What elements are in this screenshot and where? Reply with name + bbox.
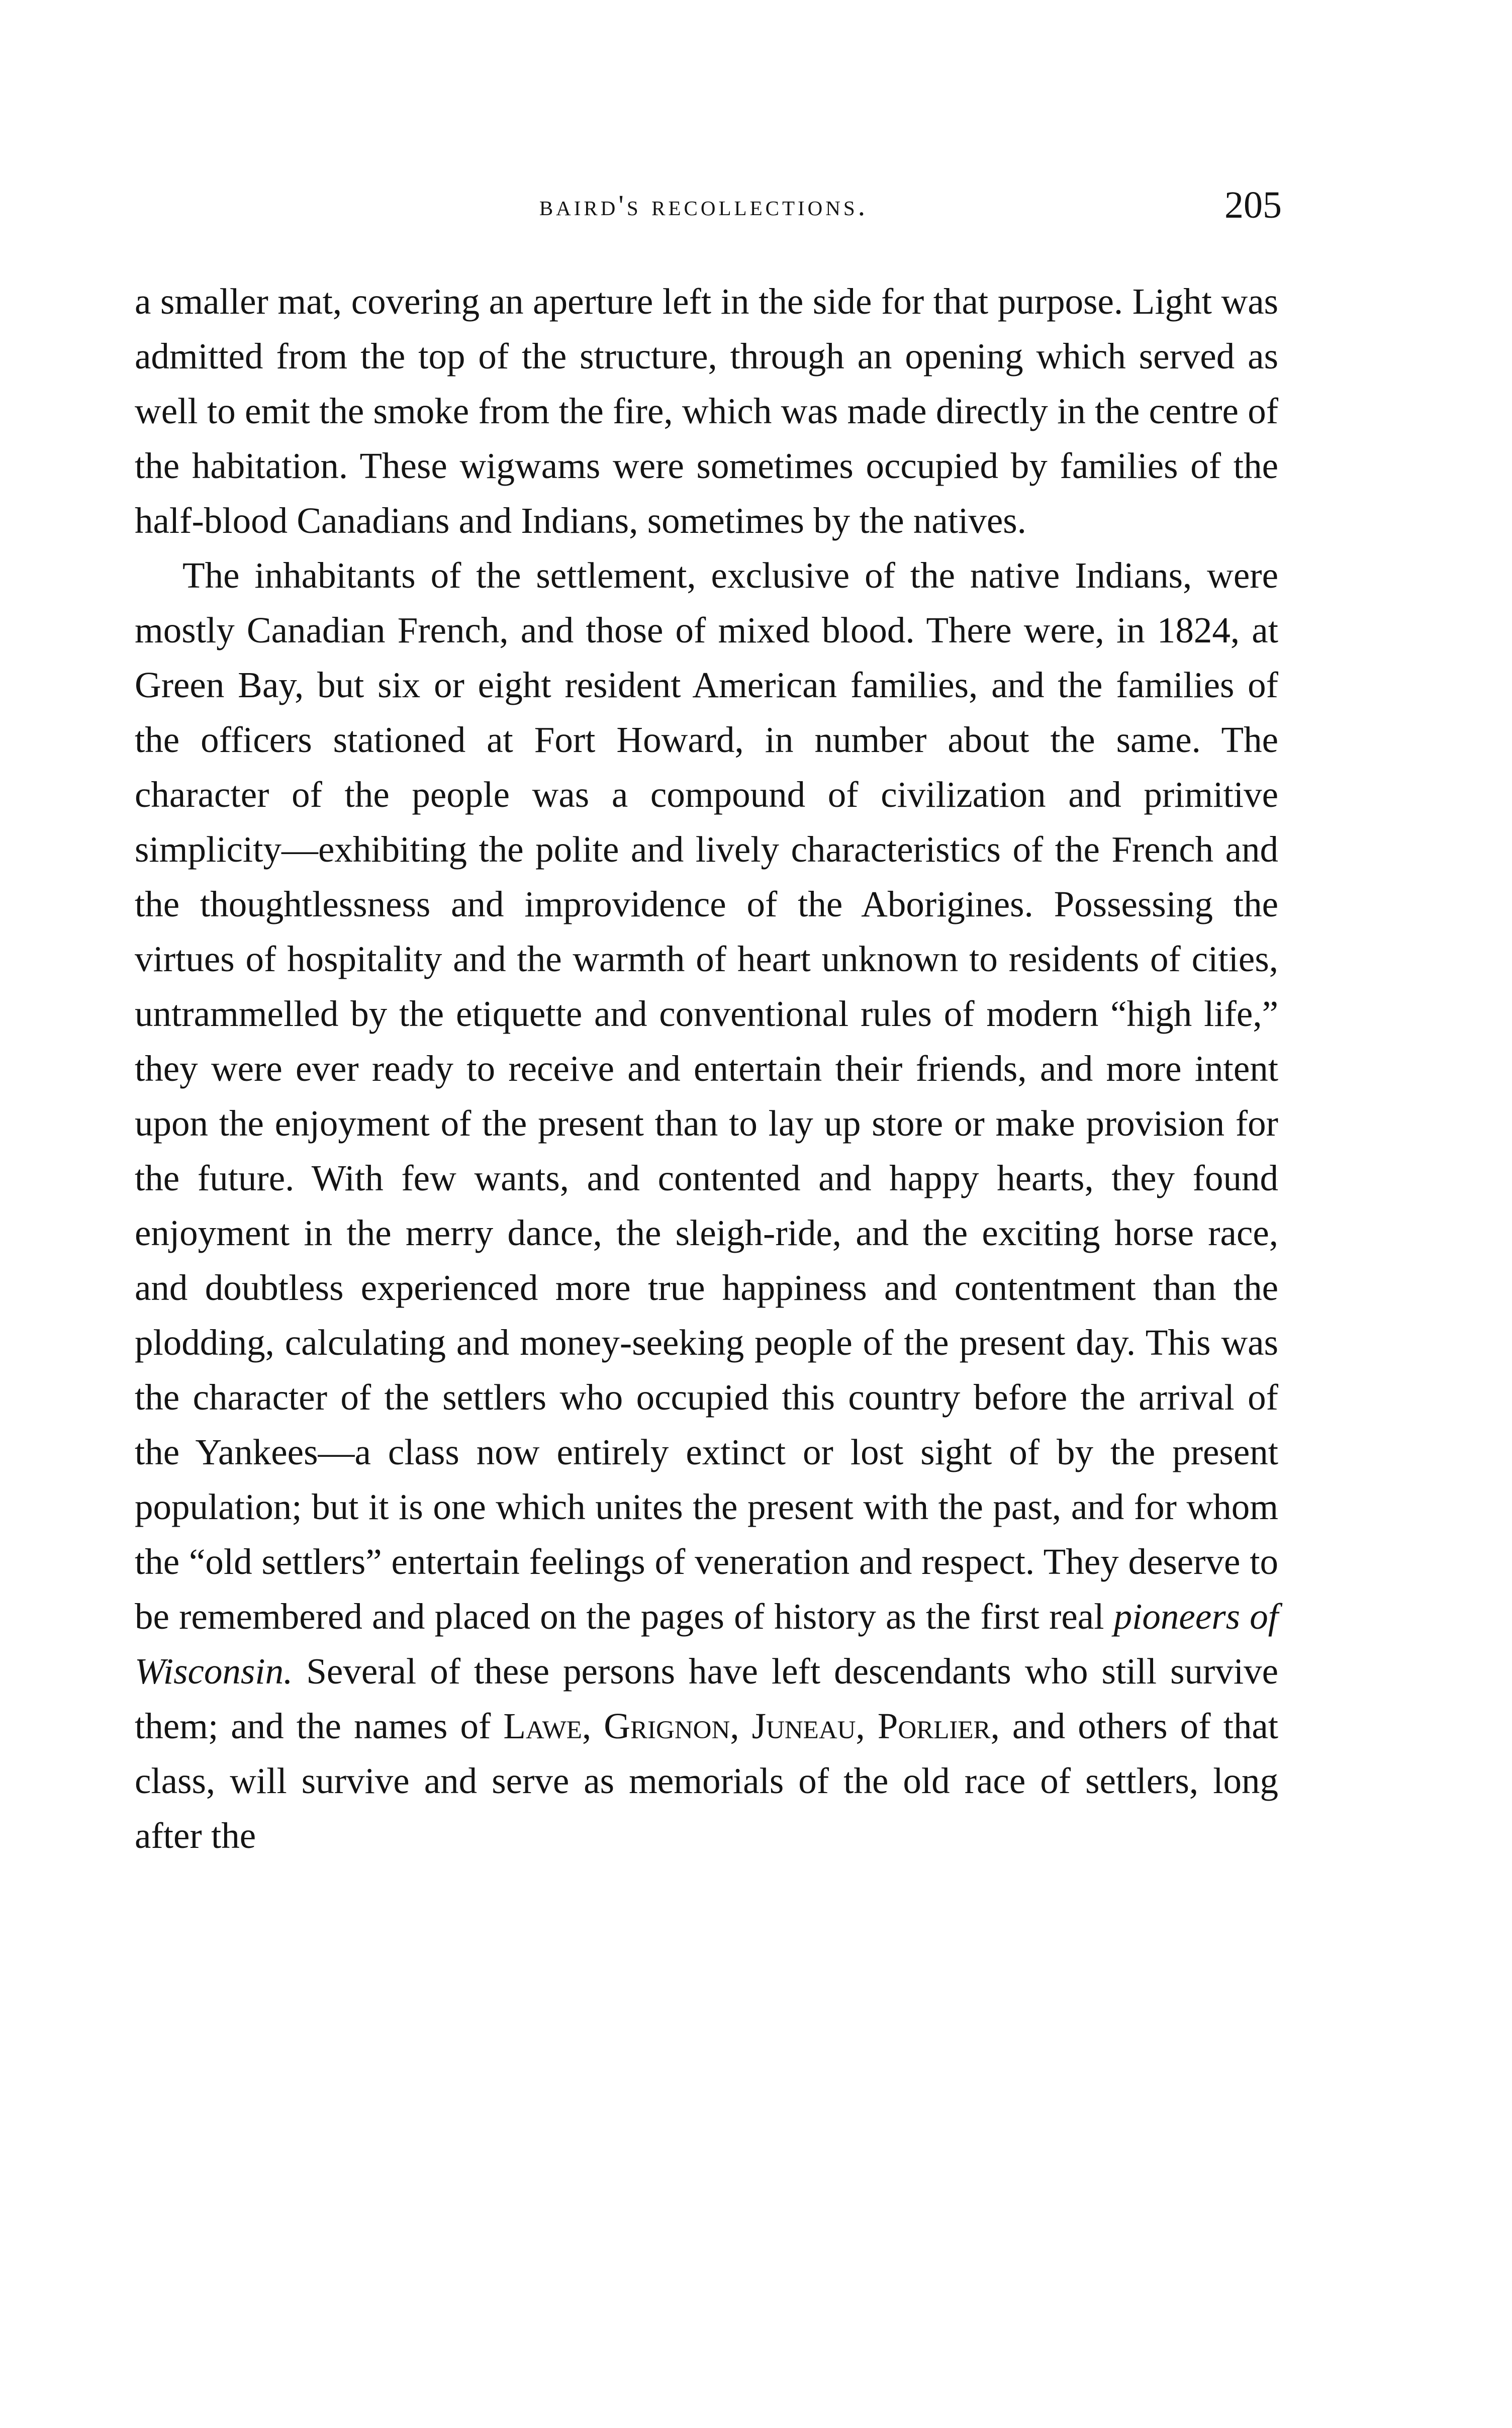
- text-run: a smaller mat, covering an aperture left in the side for that purpose. Light was admitted from the top of the structure, through an opening which served as well to emit the smoke from the fire, which was made directly in the centre of the habitation. These wigwams were sometimes occupied by families of the half-blood Canadians and Indians, sometimes by the natives.: [135, 281, 1278, 541]
- paragraph-continued: [135, 274, 1278, 548]
- surname-small-caps: Porlier: [877, 1706, 991, 1746]
- text-run: , and others of that class, will survive and serve as memorials of the old race of settlers, long after the: [135, 1706, 1279, 1856]
- page-number: 205: [1224, 184, 1282, 226]
- running-head: [126, 183, 1282, 239]
- body-text: [135, 274, 1278, 1863]
- italic-text: pioneers of Wisconsin.: [135, 1596, 1278, 1692]
- paragraph-inhabitants: [135, 548, 1278, 1863]
- text-run: ,: [856, 1706, 878, 1746]
- text-run: Several of these persons have left descendants who still survive them; and the names of: [135, 1651, 1278, 1746]
- surname-small-caps: Lawe: [503, 1706, 582, 1746]
- surname-small-caps: Grignon: [604, 1706, 730, 1746]
- surname-small-caps: Juneau: [751, 1706, 856, 1746]
- text-run: ,: [730, 1706, 752, 1746]
- text-run: ,: [582, 1706, 604, 1746]
- text-run: The inhabitants of the settlement, exclusive of the native Indians, were mostly Canadian French, and those of mixed blood. There were, in 1824, at Green Bay, but six or eight resident American families, and the families of the officers stationed at Fort Howard, in number about the same. The character of the people was a compound of civilization and primitive simplicity—exhibiting the polite and lively characteristics of the French and the thoughtlessness and improvidence of the Aborigines. Possessing the virtues of hospitality and the warmth of heart unknown to residents of cities, untrammelled by the etiquette and conventional rules of modern “high life,” they were ever ready to receive and entertain their friends, and more intent upon the enjoyment of the present than to lay up store or make provision for the future. With few wants, and contented and happy hearts, they found enjoyment in the merry dance, the sleigh-ride, and the exciting horse race, and doubtless experienced more true happiness and contentment than the plodding, calculating and money-seeking people of the present day. This was the character of the settlers who occupied this country before the arrival of the Yankees—a class now entirely extinct or lost sight of by the present population; but it is one which unites the present with the past, and for whom the “old settlers” entertain feelings of veneration and respect. They deserve to be remembered and placed on the pages of history as the first real: [135, 555, 1278, 1637]
- running-title: baird's recollections.: [539, 189, 869, 222]
